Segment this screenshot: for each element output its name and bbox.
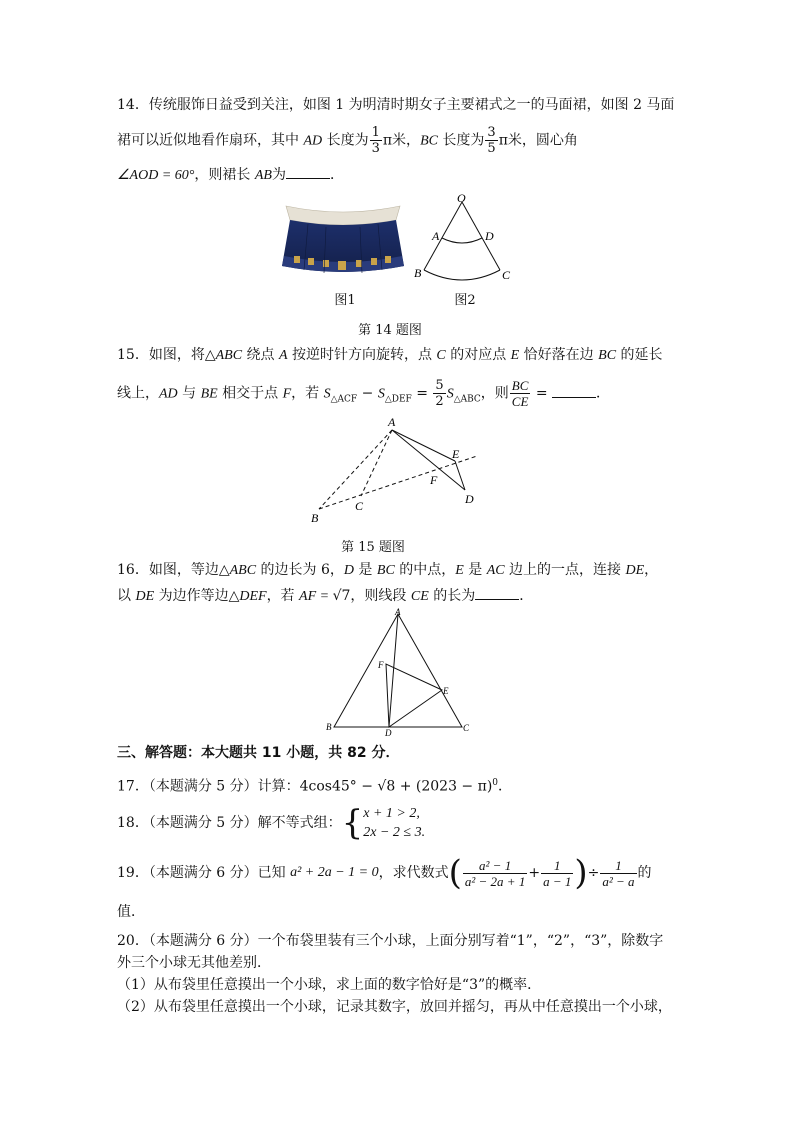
q14-text: ． [329,167,344,183]
label-d: D [485,229,494,243]
q14-text: 裙可以近似地看作扇环，其中 [117,132,304,149]
q14-ab: AB [254,168,272,183]
q14-fig2-caption: 图2 [454,293,476,308]
q14-bc: BC [420,133,438,149]
label-d: D [385,728,392,738]
q14-skirt-photo [278,200,408,280]
q16-line2: 以 DE 为边作等边△DEF，若 AF = √7，则线段 CE 的长为 ． [117,585,533,607]
label-d: D [465,492,474,506]
q15-line2: 线上，AD 与 BE 相交于点 F，若 $S_{\triangle ACF} - S_{\triangle DEF}$ = $\frac{5}{2}$ $S_{\triangle ABC}$，则 $\frac{BC}{CE}$ = ． [117,378,611,409]
q14-text: 为 [271,167,286,183]
section3-heading: 三、解答题：本大题共 11 小题，共 82 分． [117,745,400,761]
label-e: E [443,686,449,696]
label-c: C [463,723,470,733]
q16-equilateral-diagram [322,606,472,738]
q20-line1: 20．（本题满分 6 分）一个布袋里装有三个小球，上面分别写着“1”，“2”，“3”，除数字 [117,933,664,949]
q17: 17．（本题满分 5 分）计算：$4\cos 45^\circ - √8 + (2023 - \pi)^0$． [117,778,513,795]
q16-line1: 16．如图，等边△ABC 的边长为 6，D 是 BC 的中点，E 是 AC 边上的一点，连接 DE， [117,562,659,578]
q14-line3 [117,164,344,186]
q14-line1: 14．传统服饰日益受到关注，如图 1 为明清时期女子主要裙式之一的马面裙，如图 2 马面 [117,97,675,113]
q14-answer-blank [286,164,330,179]
q20-part2: （2）从布袋里任意摸出一个小球，记录其数字，放回并摇匀，再从中任意摸出一个小球， [117,999,672,1015]
q14-line2 [117,125,578,156]
label-o: O [457,191,466,205]
q14-ad-fraction: $\frac{1}{3}$ [371,125,380,156]
label-e: E [452,447,460,461]
q14-text: ，则裙长 [194,167,255,183]
q15-rotation-diagram [305,410,490,525]
brace-icon: { [341,803,364,843]
label-f: F [430,473,438,487]
q14-angle: ∠AOD = 60° [117,168,195,183]
q20-line2: 外三个小球无其他差别． [117,955,271,971]
label-f: F [378,660,384,670]
q14-text: π米，圆心角 [498,132,578,149]
label-b: B [311,511,319,525]
q14-fan-ring-diagram [410,190,520,290]
label-b: B [326,722,332,732]
label-a: A [388,415,396,429]
q14-text: 长度为 [322,132,369,149]
q14-figure-caption: 第 14 题图 [358,323,422,338]
label-a: A [432,229,440,243]
q14-bc-fraction: $\frac{3}{5}$ [487,125,496,156]
q14-text: 长度为 [437,132,485,149]
q18: 18．（本题满分 5 分）解不等式组：{ x + 1 > 2, 2x − 2 ≤ 3. [117,803,426,843]
q15-line1: 15．如图，将△ABC 绕点 A 按逆时针方向旋转，点 C 的对应点 E 恰好落在边 BC 的延长 [117,347,663,363]
q15-figure-caption: 第 15 题图 [341,540,405,555]
label-a: A [395,607,401,617]
q14-ad: AD [303,133,323,149]
paren-right: ) [574,853,588,893]
label-c: C [502,268,511,282]
q14-text: π米， [382,132,421,149]
label-b: B [414,266,422,280]
q20-part1: （1）从布袋里任意摸出一个小球，求上面的数字恰好是“3”的概率． [117,977,542,993]
q14-fig1-caption: 图1 [334,293,356,308]
label-c: C [355,499,364,513]
q19: 19．（本题满分 6 分）已知 a² + 2a − 1 = 0，求代数式( $\frac{\text{a² − 1}}{\text{a² − 2a + 1}}$ + $\frac{1}{a - 1}$ )÷ $\frac{1}{\text{a² − a}}$ 的 [117,853,652,893]
q19-line2: 值． [117,904,145,920]
paren-left: ( [448,853,462,893]
